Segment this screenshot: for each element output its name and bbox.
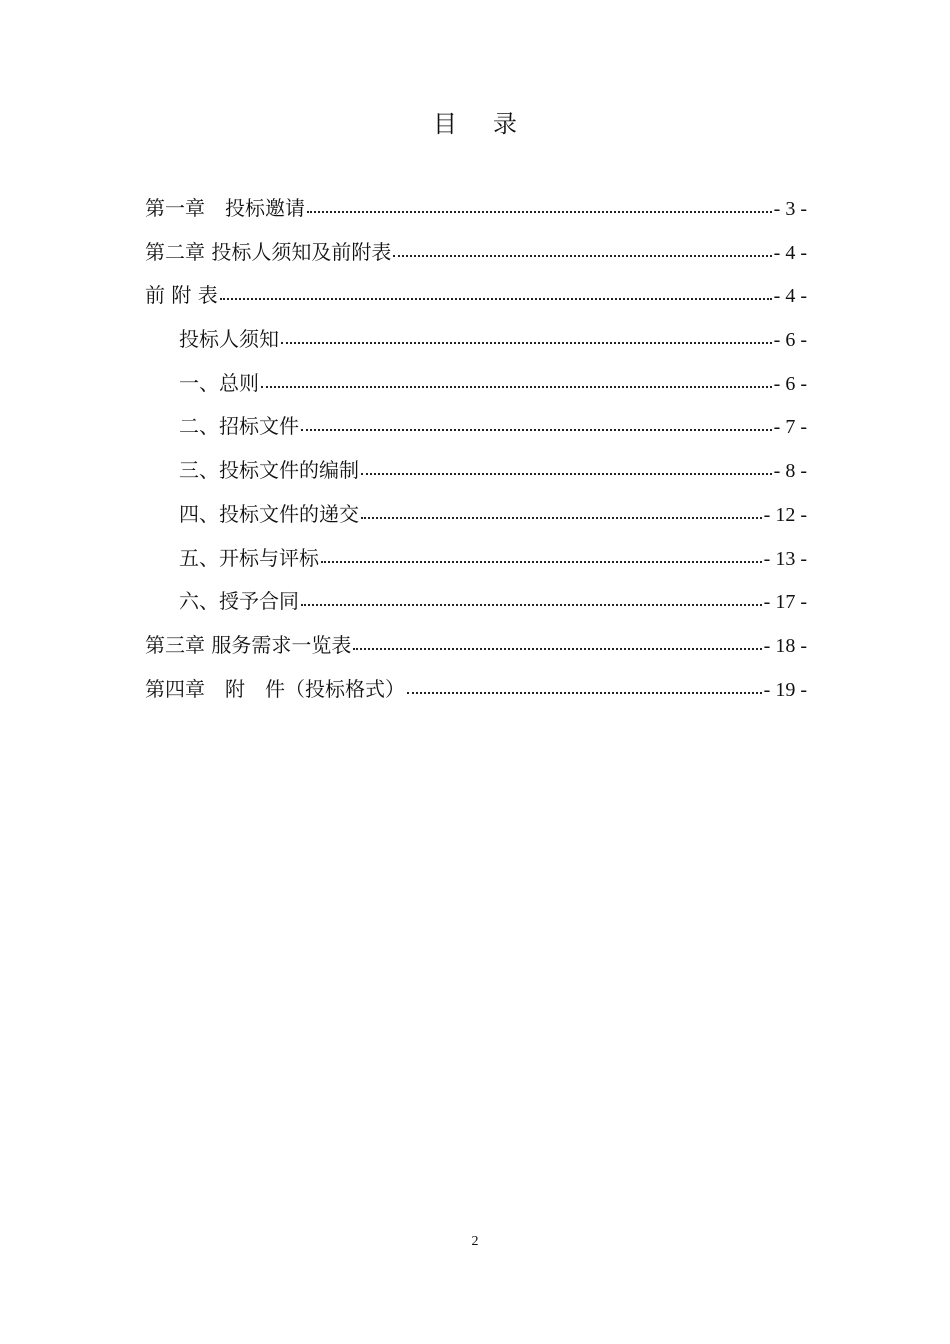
toc-label: 六、授予合同 [179,589,299,614]
toc-label: 第二章 投标人须知及前附表 [145,239,392,264]
toc-page-number: - 6 - [773,372,807,395]
toc-label: 第一章 投标邀请 [145,196,305,220]
toc-page-number: - 19 - [763,678,807,701]
toc-entry-chapter-3[interactable] [145,627,807,671]
toc-label: 前 附 表 [145,283,218,308]
toc-page-number: - 7 - [773,416,807,439]
toc-label: 一、总则 [179,370,259,395]
toc-leader-dots [321,545,762,565]
toc-leader-dots [281,326,772,346]
toc-entry-chapter-4[interactable] [145,671,807,715]
toc-entry-chapter-1[interactable] [145,190,807,234]
toc-page-number: - 3 - [773,198,807,220]
toc-page-number: - 4 - [773,285,807,308]
toc-label: 投标人须知 [179,327,279,352]
title-char-2: 录 [493,110,517,138]
toc-label: 第三章 服务需求一览表 [145,632,352,657]
toc-leader-dots [261,370,772,390]
page-title [0,106,950,142]
toc-entry-section-3[interactable] [145,452,807,496]
toc-leader-dots [301,413,772,433]
toc-leader-dots [407,676,762,696]
toc-page-number: - 4 - [773,241,807,264]
toc-label: 三、投标文件的编制 [179,458,359,483]
toc-entry-front-table[interactable] [145,277,807,321]
toc-page-number: - 8 - [773,460,807,483]
toc-leader-dots [301,588,762,608]
toc-page-number: - 6 - [773,329,807,352]
toc-entry-section-4[interactable] [145,496,807,540]
page-number: 2 [471,1234,479,1249]
toc-label: 二、招标文件 [179,414,299,439]
toc-page-number: - 17 - [763,591,807,614]
toc-entry-section-1[interactable] [145,365,807,409]
toc-leader-dots [393,239,771,259]
toc-leader-dots [361,457,772,477]
toc-entry-bidder-notice[interactable] [145,321,807,365]
toc-page-number: - 13 - [763,547,807,570]
toc-leader-dots [307,195,772,215]
toc-label: 五、开标与评标 [179,545,319,570]
toc-page-number: - 18 - [763,634,807,657]
toc-entry-chapter-2[interactable] [145,234,807,278]
table-of-contents [145,190,807,714]
toc-page-number: - 12 - [763,503,807,526]
toc-leader-dots [353,632,761,652]
toc-leader-dots [361,501,762,521]
toc-leader-dots [220,282,772,302]
toc-entry-section-6[interactable] [145,583,807,627]
title-char-1: 目 [433,110,457,138]
toc-label: 第四章 附 件（投标格式） [145,676,405,701]
toc-label: 四、投标文件的递交 [179,501,359,526]
toc-entry-section-2[interactable] [145,408,807,452]
toc-entry-section-5[interactable] [145,540,807,584]
